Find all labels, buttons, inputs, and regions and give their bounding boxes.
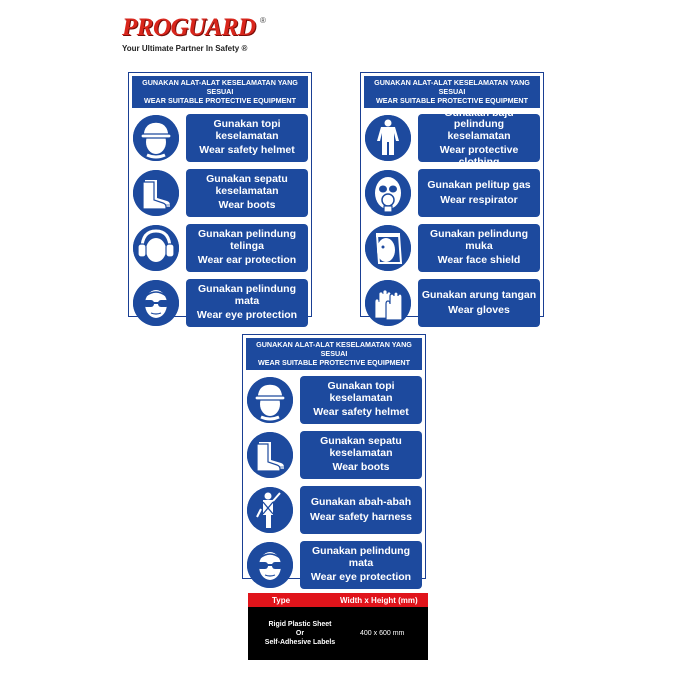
proguard-logo xyxy=(118,10,278,54)
instruction-box xyxy=(186,169,308,217)
spec-type-line: Or xyxy=(295,630,305,637)
instruction-malay: Gunakan sepatu keselamatan xyxy=(206,173,288,197)
instruction-box xyxy=(300,431,422,479)
face-shield-icon xyxy=(365,225,411,271)
instruction-malay: Gunakan topi keselamatan xyxy=(213,118,281,142)
sign-header-english: WEAR SUITABLE PROTECTIVE EQUIPMENT xyxy=(257,358,410,367)
instruction-box xyxy=(418,279,540,327)
instruction-english: Wear safety harness xyxy=(310,510,412,523)
instruction-malay: Gunakan pelindung telinga xyxy=(197,228,296,252)
spec-table-header xyxy=(248,593,428,607)
eye-protection-icon xyxy=(247,542,293,588)
sign-row xyxy=(246,374,422,426)
sign-row xyxy=(132,277,308,329)
registered-mark: ® xyxy=(260,16,266,25)
safety-boots-icon xyxy=(247,432,293,478)
sign-header-malay: GUNAKAN ALAT-ALAT KESELAMATAN YANG SESUAI xyxy=(256,340,412,358)
instruction-box xyxy=(418,106,540,168)
instruction-english: Wear protective clothing xyxy=(439,144,519,168)
instruction-english: Wear gloves xyxy=(448,303,510,316)
safety-harness-icon xyxy=(247,487,293,533)
sign-row xyxy=(364,277,540,329)
sign-header xyxy=(364,76,540,108)
instruction-box xyxy=(186,114,308,162)
brand-tagline: Your Ultimate Partner In Safety ® xyxy=(122,44,248,53)
sign-header xyxy=(132,76,308,108)
safety-helmet-icon xyxy=(133,115,179,161)
spec-type-line: Rigid Plastic Sheet xyxy=(268,621,332,628)
spec-header-size: Width x Height (mm) xyxy=(340,595,418,605)
instruction-english: Wear safety helmet xyxy=(199,144,295,157)
instruction-malay: Gunakan pelitup gas xyxy=(427,179,531,191)
instruction-malay: Gunakan topi keselamatan xyxy=(327,380,395,404)
sign-header-english: WEAR SUITABLE PROTECTIVE EQUIPMENT xyxy=(143,96,296,105)
instruction-malay: Gunakan pelindung muka xyxy=(429,228,528,252)
eye-protection-icon xyxy=(133,280,179,326)
spec-size-cell: 400 x 600 mm xyxy=(360,630,405,637)
instruction-malay: Gunakan pelindung mata xyxy=(197,283,296,307)
instruction-malay: Gunakan abah-abah xyxy=(310,496,412,508)
sign-row xyxy=(132,112,308,164)
sign-row xyxy=(246,484,422,536)
instruction-english: Wear safety helmet xyxy=(313,406,409,419)
sign-row xyxy=(364,222,540,274)
instruction-malay: Gunakan pelindung mata xyxy=(311,545,410,569)
instruction-box xyxy=(418,169,540,217)
ear-protection-icon xyxy=(133,225,179,271)
instruction-box xyxy=(300,541,422,589)
spec-type-cell xyxy=(248,620,352,647)
safety-boots-icon xyxy=(133,170,179,216)
instruction-malay: Gunakan baju pelindung keselamatan xyxy=(444,106,514,142)
instruction-malay: Gunakan arung tangan xyxy=(421,289,537,301)
instruction-box xyxy=(300,486,422,534)
instruction-english: Wear boots xyxy=(332,461,390,474)
instruction-box xyxy=(186,279,308,327)
instruction-box xyxy=(186,224,308,272)
brand-name: PROGUARD xyxy=(122,14,256,41)
respirator-icon xyxy=(365,170,411,216)
sign-header-malay: GUNAKAN ALAT-ALAT KESELAMATAN YANG SESUAI xyxy=(142,78,298,96)
instruction-english: Wear respirator xyxy=(440,193,518,206)
sign-row xyxy=(246,539,422,591)
sign-header-malay: GUNAKAN ALAT-ALAT KESELAMATAN YANG SESUAI xyxy=(374,78,530,96)
sign-row xyxy=(132,222,308,274)
safety-helmet-icon xyxy=(247,377,293,423)
instruction-english: Wear eye protection xyxy=(310,571,412,584)
instruction-box xyxy=(418,224,540,272)
spec-table xyxy=(248,593,428,660)
sign-row xyxy=(364,167,540,219)
ppe-sign-3 xyxy=(242,334,426,584)
ppe-sign-1 xyxy=(128,72,312,322)
instruction-english: Wear eye protection xyxy=(196,309,298,322)
sign-header xyxy=(246,338,422,370)
sign-header-english: WEAR SUITABLE PROTECTIVE EQUIPMENT xyxy=(375,96,528,105)
gloves-icon xyxy=(365,280,411,326)
instruction-box xyxy=(300,376,422,424)
spec-table-row xyxy=(248,607,428,660)
sign-row xyxy=(364,106,540,168)
instruction-malay: Gunakan sepatu keselamatan xyxy=(320,435,402,459)
instruction-english: Wear ear protection xyxy=(197,254,297,267)
instruction-english: Wear face shield xyxy=(437,254,521,267)
protective-clothing-icon xyxy=(365,115,411,161)
sign-row xyxy=(132,167,308,219)
sign-row xyxy=(246,429,422,481)
instruction-english: Wear boots xyxy=(218,199,276,212)
spec-type-line: Self-Adhesive Labels xyxy=(264,639,336,646)
spec-header-type: Type xyxy=(272,595,291,605)
ppe-sign-2 xyxy=(360,72,544,317)
